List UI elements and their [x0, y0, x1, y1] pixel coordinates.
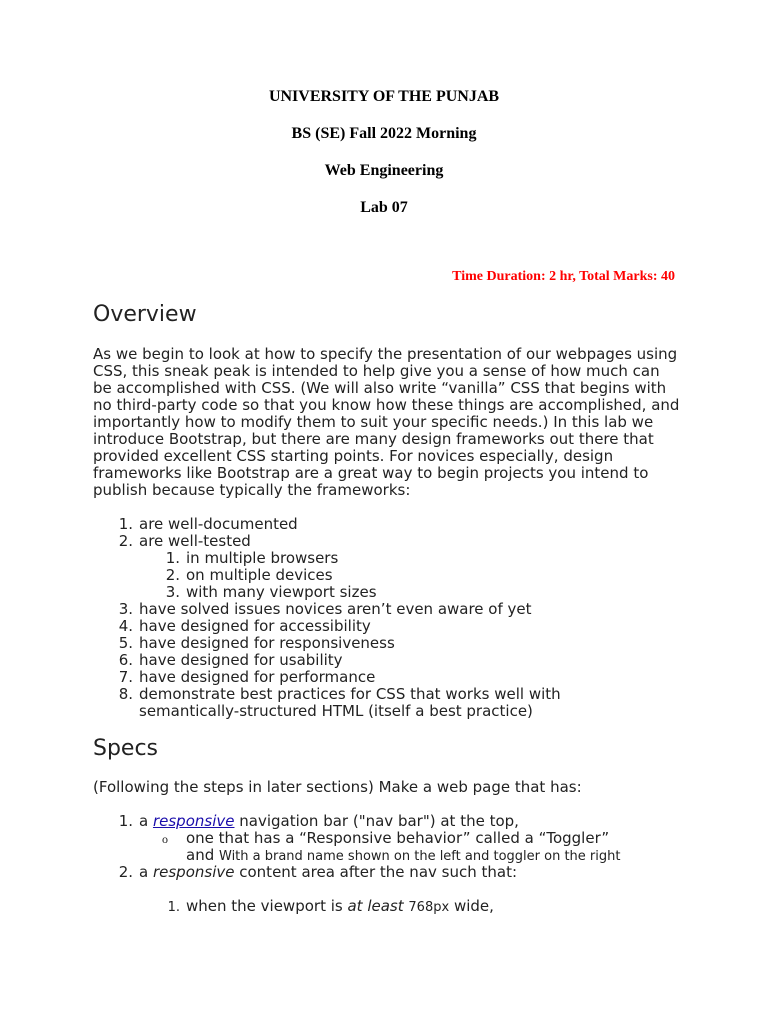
list-item-continuation: semantically-structured HTML (itself a best practice): [139, 702, 533, 720]
program-title: BS (SE) Fall 2022 Morning: [291, 125, 477, 142]
specs-heading: Specs: [93, 736, 159, 761]
time-duration: Time Duration: 2 hr, Total Marks: 40: [452, 269, 675, 284]
bullet-icon: o: [162, 832, 168, 846]
document-page: UNIVERSITY OF THE PUNJAB BS (SE) Fall 2022 Morning Web Engineering Lab 07 Time Duration: 2 hr, Total Marks: 40 Overview As we begin to look at how to specify the presentation of our webpages using CSS, this sneak peak is intended to help give you a sense of how much can be accomplished with CSS. (We will also write “vanilla” CSS that begins with no third-party code so that you know how these things are accomplished, and importantly how to modify them to suit your specific needs.) In this lab we introduce Bootstrap, but there are many design frameworks out there that provided excellent CSS starting points. For novices especially, design frameworks like Bootstrap are a great way to begin projects you intend to publish because typically the frameworks: 1. are well-documented 2. are well-tested 1. in multiple browsers 2. on multiple devices 3. with many viewport sizes 3. have solved issues novices aren’t even aware of yet 4. have designed for accessibility 5. have designed for responsiveness 6. have designed for usability 7. have designed for performance 8. demonstrate best practices for CSS that works well with semantically-structured HTML (itself a best practice) Specs (Following the steps in later sections) Make a web page that has: 1. a responsive navigation bar ("nav bar") at the top, o one that has a “Responsive behavior” called a “Toggler” and With a brand name shown on the left and toggler on the right 2. a responsive content area after the nav such that: 1. when the viewport is at least 768px wide,: [0, 0, 768, 1024]
university-title: UNIVERSITY OF THE PUNJAB: [268, 88, 500, 105]
overview-heading: Overview: [93, 302, 197, 327]
lab-title: Lab 07: [360, 199, 408, 216]
specs-intro: (Following the steps in later sections) Make a web page that has:: [93, 778, 582, 796]
responsive-link[interactable]: responsive: [152, 812, 235, 830]
course-title: Web Engineering: [324, 162, 444, 179]
specs-sub-item-continuation: and With a brand name shown on the left and toggler on the right: [186, 846, 621, 864]
overview-paragraph: As we begin to look at how to specify the presentation of our webpages using CSS, this sneak peak is intended to help give you a sense of how much can be accomplished with CSS. (We will also write “vanilla” CSS that begins with no third-party code so that you know how these things are accomplished, and importantly how to modify them to suit your specific needs.) In this lab we introduce Bootstrap, but there are many design frameworks out there that provided excellent CSS starting points. For novices especially, design frameworks like Bootstrap are a great way to begin projects you intend to publish because typically the frameworks:: [93, 345, 680, 499]
specs-sub-item: one that has a “Responsive behavior” called a “Toggler”: [186, 829, 610, 847]
